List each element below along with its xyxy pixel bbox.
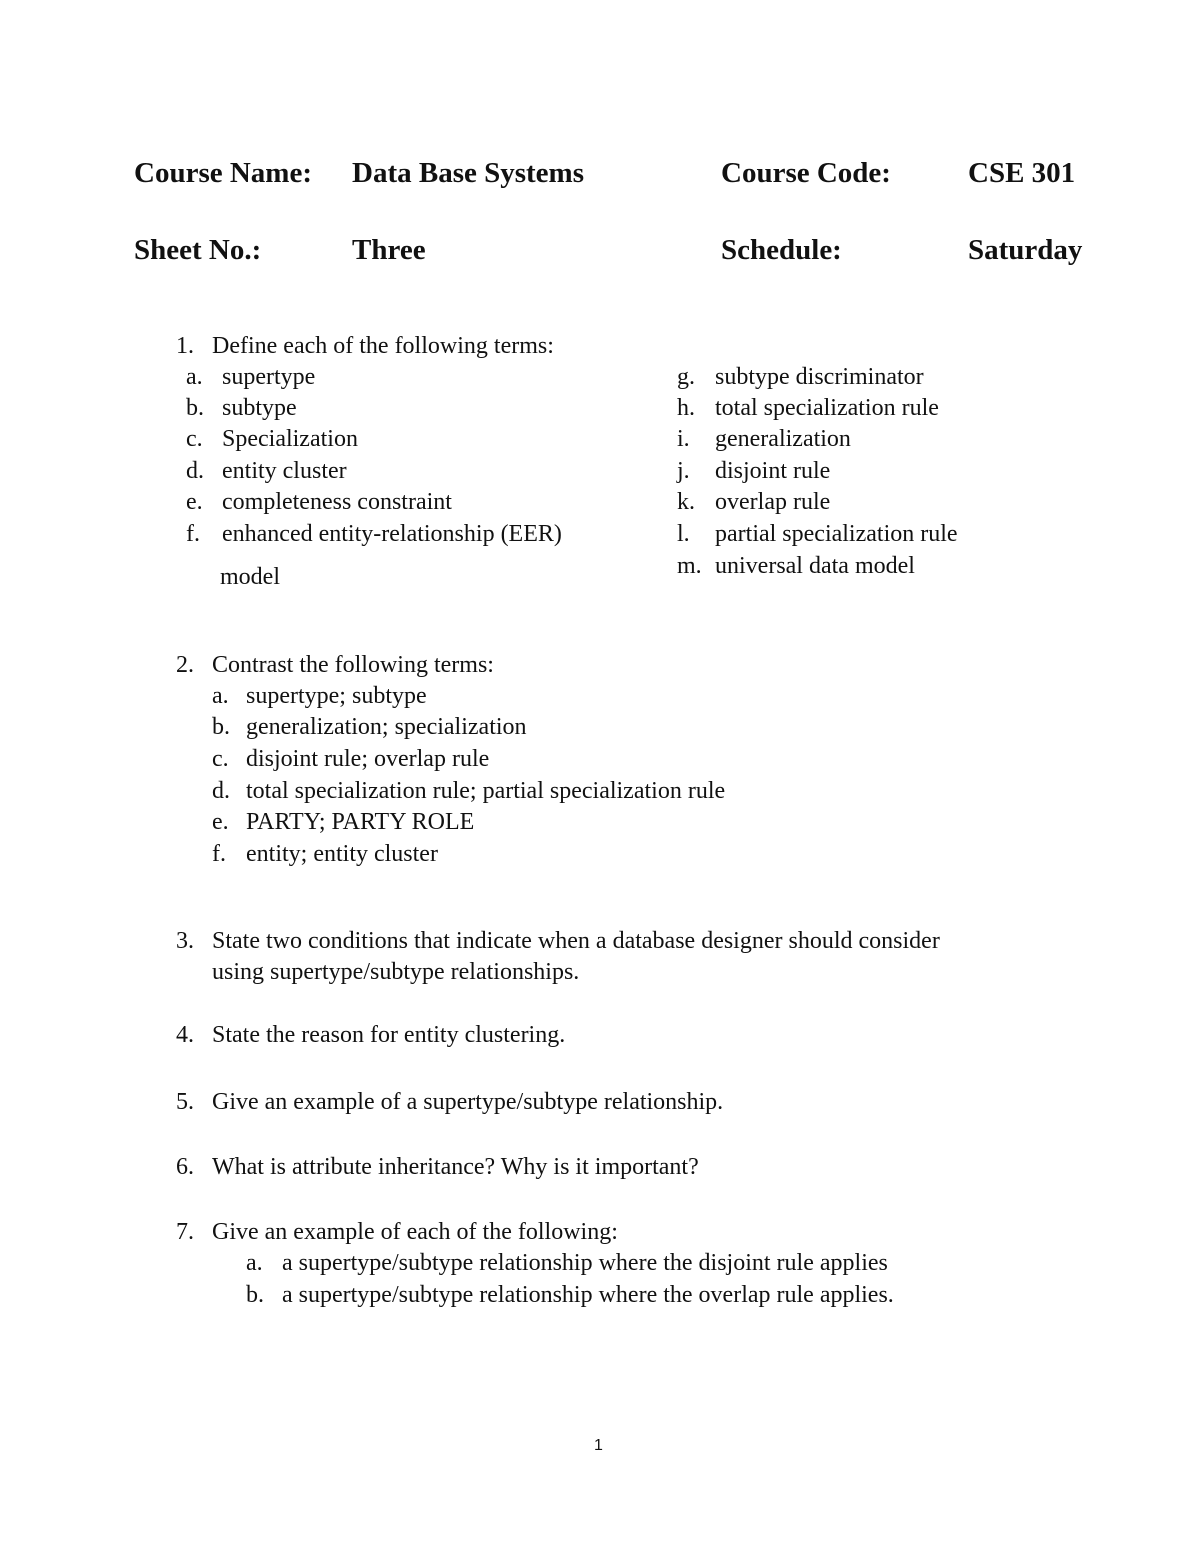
list-item bbox=[186, 456, 347, 486]
item-text: total specialization rule; partial specialization rule bbox=[246, 778, 726, 804]
item-letter: k. bbox=[677, 489, 695, 515]
question-text: What is attribute inheritance? Why is it important? bbox=[212, 1154, 699, 1180]
list-item bbox=[677, 362, 924, 392]
question-text: State the reason for entity clustering. bbox=[212, 1022, 566, 1048]
list-item bbox=[186, 393, 297, 423]
list-item bbox=[186, 487, 452, 517]
item-text: supertype; subtype bbox=[246, 683, 427, 709]
sheet-no-value: Three bbox=[352, 234, 426, 266]
list-item bbox=[212, 681, 427, 711]
question-number: 7. bbox=[176, 1219, 194, 1245]
item-text: supertype bbox=[222, 364, 316, 390]
item-letter: d. bbox=[186, 458, 204, 484]
item-text: generalization; specialization bbox=[246, 714, 527, 740]
item-text: generalization bbox=[715, 426, 851, 452]
list-item bbox=[186, 424, 358, 454]
item-text: subtype bbox=[222, 395, 297, 421]
list-item bbox=[212, 807, 475, 837]
item-text: entity cluster bbox=[222, 458, 347, 484]
list-item bbox=[677, 424, 851, 454]
course-code-value: CSE 301 bbox=[968, 157, 1076, 189]
item-letter: g. bbox=[677, 364, 695, 390]
item-text: partial specialization rule bbox=[715, 521, 958, 547]
list-item bbox=[246, 1248, 888, 1278]
course-name-label: Course Name: bbox=[134, 157, 312, 189]
item-letter: a. bbox=[212, 683, 229, 709]
schedule-label: Schedule: bbox=[721, 234, 842, 266]
list-item bbox=[186, 519, 562, 549]
item-letter: j. bbox=[677, 458, 690, 484]
question-number: 3. bbox=[176, 928, 194, 954]
list-item bbox=[186, 362, 316, 392]
course-code-label: Course Code: bbox=[721, 157, 891, 189]
item-text: a supertype/subtype relationship where the disjoint rule applies bbox=[282, 1250, 888, 1276]
question-number: 5. bbox=[176, 1089, 194, 1115]
item-text-continuation: model bbox=[220, 564, 280, 590]
item-letter: e. bbox=[212, 809, 229, 835]
item-letter: a. bbox=[246, 1250, 263, 1276]
item-text: overlap rule bbox=[715, 489, 831, 515]
question-number: 1. bbox=[176, 333, 194, 359]
list-item bbox=[212, 776, 726, 806]
list-item bbox=[212, 712, 527, 742]
item-text: total specialization rule bbox=[715, 395, 939, 421]
item-text: PARTY; PARTY ROLE bbox=[246, 809, 475, 835]
item-letter: c. bbox=[186, 426, 203, 452]
item-letter: b. bbox=[212, 714, 230, 740]
item-text: enhanced entity-relationship (EER) bbox=[222, 521, 562, 547]
item-letter: a. bbox=[186, 364, 203, 390]
item-letter: f. bbox=[186, 521, 200, 547]
item-text: disjoint rule; overlap rule bbox=[246, 746, 490, 772]
question-text: Define each of the following terms: bbox=[212, 333, 554, 359]
list-item bbox=[677, 456, 831, 486]
list-item bbox=[677, 519, 958, 549]
item-letter: m. bbox=[677, 553, 702, 579]
list-item bbox=[677, 551, 915, 581]
item-letter: h. bbox=[677, 395, 695, 421]
sheet-no-label: Sheet No.: bbox=[134, 234, 262, 266]
list-item bbox=[246, 1280, 894, 1310]
course-name-value: Data Base Systems bbox=[352, 157, 584, 189]
item-letter: i. bbox=[677, 426, 690, 452]
schedule-value: Saturday bbox=[968, 234, 1083, 266]
question-number: 2. bbox=[176, 652, 194, 678]
item-letter: e. bbox=[186, 489, 203, 515]
list-item bbox=[212, 839, 438, 869]
question-number: 6. bbox=[176, 1154, 194, 1180]
question-text: State two conditions that indicate when a database designer should consider bbox=[212, 928, 940, 954]
item-letter: c. bbox=[212, 746, 229, 772]
item-letter: b. bbox=[246, 1282, 264, 1308]
list-item bbox=[677, 487, 831, 517]
item-text: completeness constraint bbox=[222, 489, 452, 515]
question-number: 4. bbox=[176, 1022, 194, 1048]
item-letter: d. bbox=[212, 778, 230, 804]
page-number: 1 bbox=[594, 1437, 603, 1454]
item-letter: l. bbox=[677, 521, 690, 547]
item-text: subtype discriminator bbox=[715, 364, 924, 390]
item-text: entity; entity cluster bbox=[246, 841, 438, 867]
question-text: Contrast the following terms: bbox=[212, 652, 494, 678]
item-letter: f. bbox=[212, 841, 226, 867]
item-text: universal data model bbox=[715, 553, 915, 579]
item-text: disjoint rule bbox=[715, 458, 831, 484]
list-item bbox=[212, 744, 490, 774]
item-letter: b. bbox=[186, 395, 204, 421]
item-text: a supertype/subtype relationship where the overlap rule applies. bbox=[282, 1282, 894, 1308]
question-text-continuation: using supertype/subtype relationships. bbox=[212, 959, 580, 985]
question-text: Give an example of each of the following: bbox=[212, 1219, 618, 1245]
question-text: Give an example of a supertype/subtype relationship. bbox=[212, 1089, 724, 1115]
list-item bbox=[677, 393, 939, 423]
item-text: Specialization bbox=[222, 426, 358, 452]
